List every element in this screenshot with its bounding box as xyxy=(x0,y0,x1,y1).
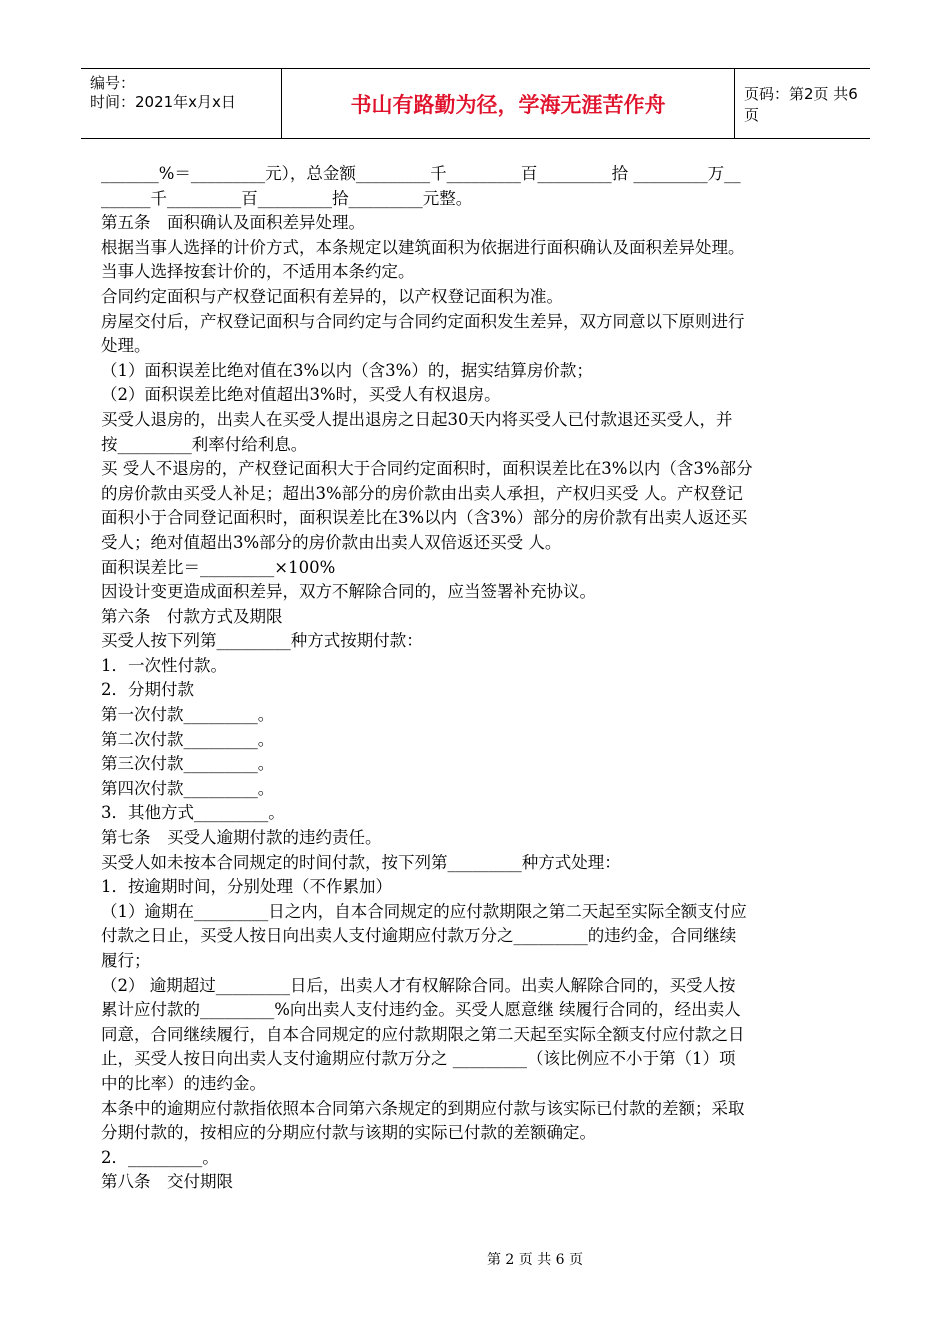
contract-text-line: 第八条 交付期限 xyxy=(101,1172,233,1192)
contract-text-line: 3．其他方式_________。 xyxy=(101,803,285,823)
contract-text-line: 止，买受人按日向出卖人支付逾期应付款万分之 _________（该比例应不小于第（1）项 xyxy=(101,1049,736,1069)
contract-text-line: 履行； xyxy=(101,951,151,970)
contract-text-line: _______%＝_________元），总金额_________千_________百_________拾 _________万__ xyxy=(101,164,741,183)
contract-text-line: 面积误差比＝_________×100% xyxy=(101,557,336,577)
contract-text-line: （1）逾期在_________日之内，自本合同规定的应付款期限之第二天起至实际全额支付应 xyxy=(101,901,747,921)
contract-text-line: 第一次付款_________。 xyxy=(101,705,275,725)
contract-text-line: 根据当事人选择的计价方式，本条规定以建筑面积为依据进行面积确认及面积差异处理。 xyxy=(101,237,745,257)
contract-text-line: 买受人退房的，出卖人在买受人提出退房之日起30天内将买受人已付款退还买受人，并 xyxy=(101,409,733,429)
contract-text-line: 1．一次性付款。 xyxy=(101,655,227,675)
contract-text-line: 房屋交付后，产权登记面积与合同约定与合同约定面积发生差异，双方同意以下原则进行 xyxy=(101,311,745,331)
document-date: 时间：2021年x月x日 xyxy=(90,93,236,111)
contract-text-line: 分期付款的，按相应的分期应付款与该期的实际已付款的差额确定。 xyxy=(101,1123,596,1143)
contract-text-line: 处理。 xyxy=(101,336,151,356)
contract-text-line: 第三次付款_________。 xyxy=(101,754,275,774)
contract-text-line: 当事人选择按套计价的，不适用本条约定。 xyxy=(101,262,415,282)
contract-text-line: 合同约定面积与产权登记面积有差异的，以产权登记面积为准。 xyxy=(101,286,563,306)
contract-text-line: （2）面积误差比绝对值超出3%时，买受人有权退房。 xyxy=(101,385,501,405)
contract-text-line: 2．_________。 xyxy=(101,1147,219,1167)
contract-text-line: 第七条 买受人逾期付款的违约责任。 xyxy=(101,828,382,848)
contract-text-line: 同意，合同继续履行，自本合同规定的应付款期限之第二天起至实际全额支付应付款之日 xyxy=(101,1024,745,1044)
contract-text-line: 受人；绝对值超出3%部分的房价款由出卖人双倍返还买受 人。 xyxy=(101,532,562,552)
contract-text-line: 第二次付款_________。 xyxy=(101,729,275,749)
contract-text-line: 2．分期付款 xyxy=(101,680,194,700)
contract-text-line: 因设计变更造成面积差异，双方不解除合同的，应当签署补充协议。 xyxy=(101,582,596,602)
contract-text-line: ______千_________百_________拾_________元整。 xyxy=(101,188,473,208)
contract-text-line: 第六条 付款方式及期限 xyxy=(101,606,283,626)
contract-text-line: （1）面积误差比绝对值在3%以内（含3%）的，据实结算房价款； xyxy=(101,360,593,380)
contract-text-line: （2） 逾期超过_________日后，出卖人才有权解除合同。出卖人解除合同的，买受人按 xyxy=(101,975,736,995)
document-number-label: 编号： xyxy=(90,74,136,92)
contract-text-line: 买 受人不退房的，产权登记面积大于合同约定面积时，面积误差比在3%以内（含3%部分 xyxy=(101,459,753,479)
contract-text-line: 按_________利率付给利息。 xyxy=(101,434,308,454)
contract-text-line: 第四次付款_________。 xyxy=(101,778,275,798)
contract-text-line: 第五条 面积确认及面积差异处理。 xyxy=(101,213,365,233)
motto-text: 书山有路勤为径，学海无涯苦作舟 xyxy=(350,92,666,117)
contract-text-line: 累计应付款的_________%向出卖人支付违约金。买受人愿意继 续履行合同的，经出卖人 xyxy=(101,1000,741,1020)
footer-page-number: 第 2 页 共 6 页 xyxy=(486,1252,584,1268)
contract-text-line: 1．按逾期时间，分别处理（不作累加） xyxy=(101,877,392,897)
contract-text-line: 的房价款由买受人补足；超出3%部分的房价款由出卖人承担，产权归买受 人。产权登记 xyxy=(101,483,743,503)
contract-text-line: 买受人如未按本合同规定的时间付款，按下列第_________种方式处理： xyxy=(101,852,621,872)
contract-text-line: 面积小于合同登记面积时，面积误差比在3%以内（含3%）部分的房价款有出卖人返还买 xyxy=(101,508,748,528)
contract-text-line: 本条中的逾期应付款指依照本合同第六条规定的到期应付款与该实际已付款的差额；采取 xyxy=(101,1098,745,1118)
contract-text-line: 付款之日止，买受人按日向出卖人支付逾期应付款万分之_________的违约金，合同继续 xyxy=(101,926,737,946)
contract-body xyxy=(101,162,846,1195)
header-meta xyxy=(81,69,281,138)
page-footer xyxy=(0,1249,950,1269)
header-page-code xyxy=(734,69,870,138)
contract-text-line: 中的比率）的违约金。 xyxy=(101,1073,266,1093)
page-header xyxy=(81,68,870,139)
page-code-text: 页码：第2页 共6页 xyxy=(744,84,858,124)
header-motto-cell xyxy=(281,69,735,138)
contract-text-line: 买受人按下列第_________种方式按期付款： xyxy=(101,631,423,651)
